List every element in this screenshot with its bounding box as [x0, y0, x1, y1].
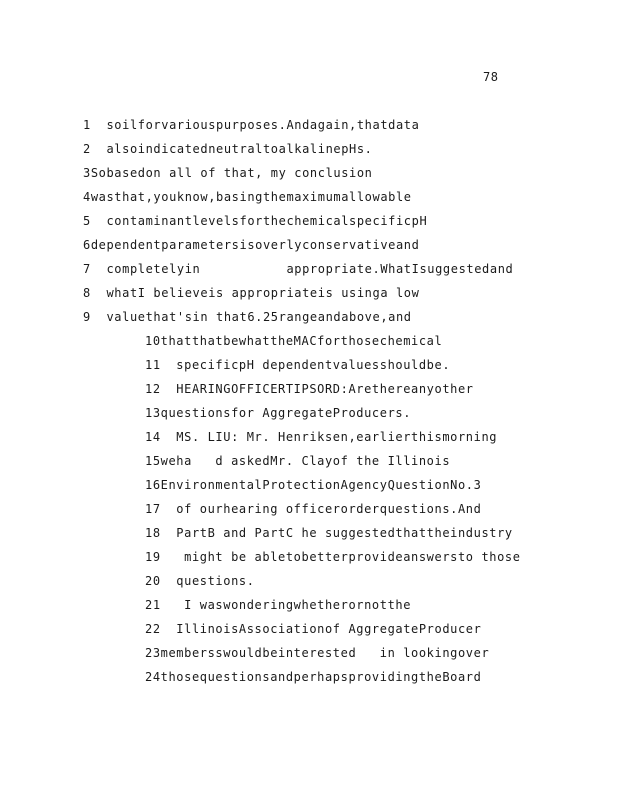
transcript-line-22: 22 IllinoisAssociationof AggregateProducer — [145, 622, 482, 636]
transcript-line-12: 12 HEARINGOFFICERTIPSORD:Arethereanyother — [145, 382, 474, 396]
transcript-line-13: 13questionsfor AggregateProducers. — [145, 406, 412, 420]
page-number: 78 — [483, 70, 499, 84]
transcript-line-15: 15weha d askedMr. Clayof the Illinois — [145, 454, 451, 468]
transcript-line-10: 10thatthatbewhattheMACforthosechemical — [145, 334, 443, 348]
transcript-line-7: 7 completelyin appropriate.WhatIsuggestedand — [83, 262, 514, 276]
transcript-line-23: 23membersswouldbeinterested in lookingover — [145, 646, 490, 660]
transcript-line-11: 11 specificpH dependentvaluesshouldbe. — [145, 358, 451, 372]
transcript-line-19: 19 might be abletobetterprovideanswersto those — [145, 550, 521, 564]
transcript-line-14: 14 MS. LIU: Mr. Henriksen,earlierthismorning — [145, 430, 498, 444]
transcript-line-24: 24thosequestionsandperhapsprovidingtheBoard — [145, 670, 482, 684]
transcript-line-1: 1 soilforvariouspurposes.Andagain,thatdata — [83, 118, 420, 132]
transcript-line-8: 8 whatI believeis appropriateis usinga low — [83, 286, 420, 300]
transcript-line-9: 9 valuethat'sin that6.25rangeandabove,and — [83, 310, 412, 324]
transcript-line-16: 16EnvironmentalProtectionAgencyQuestionNo.3 — [145, 478, 482, 492]
transcript-line-20: 20 questions. — [145, 574, 255, 588]
transcript-line-18: 18 PartB and PartC he suggestedthattheindustry — [145, 526, 513, 540]
transcript-line-21: 21 I waswonderingwhetherornotthe — [145, 598, 412, 612]
transcript-line-2: 2 alsoindicatedneutraltoalkalinepHs. — [83, 142, 373, 156]
transcript-line-17: 17 of ourhearing officerorderquestions.And — [145, 502, 482, 516]
transcript-line-6: 6dependentparametersisoverlyconservativeand — [83, 238, 420, 252]
transcript-line-3: 3Sobasedon all of that, my conclusion — [83, 166, 373, 180]
transcript-line-5: 5 contaminantlevelsforthechemicalspecificpH — [83, 214, 428, 228]
transcript-line-4: 4wasthat,youknow,basingthemaximumallowable — [83, 190, 412, 204]
